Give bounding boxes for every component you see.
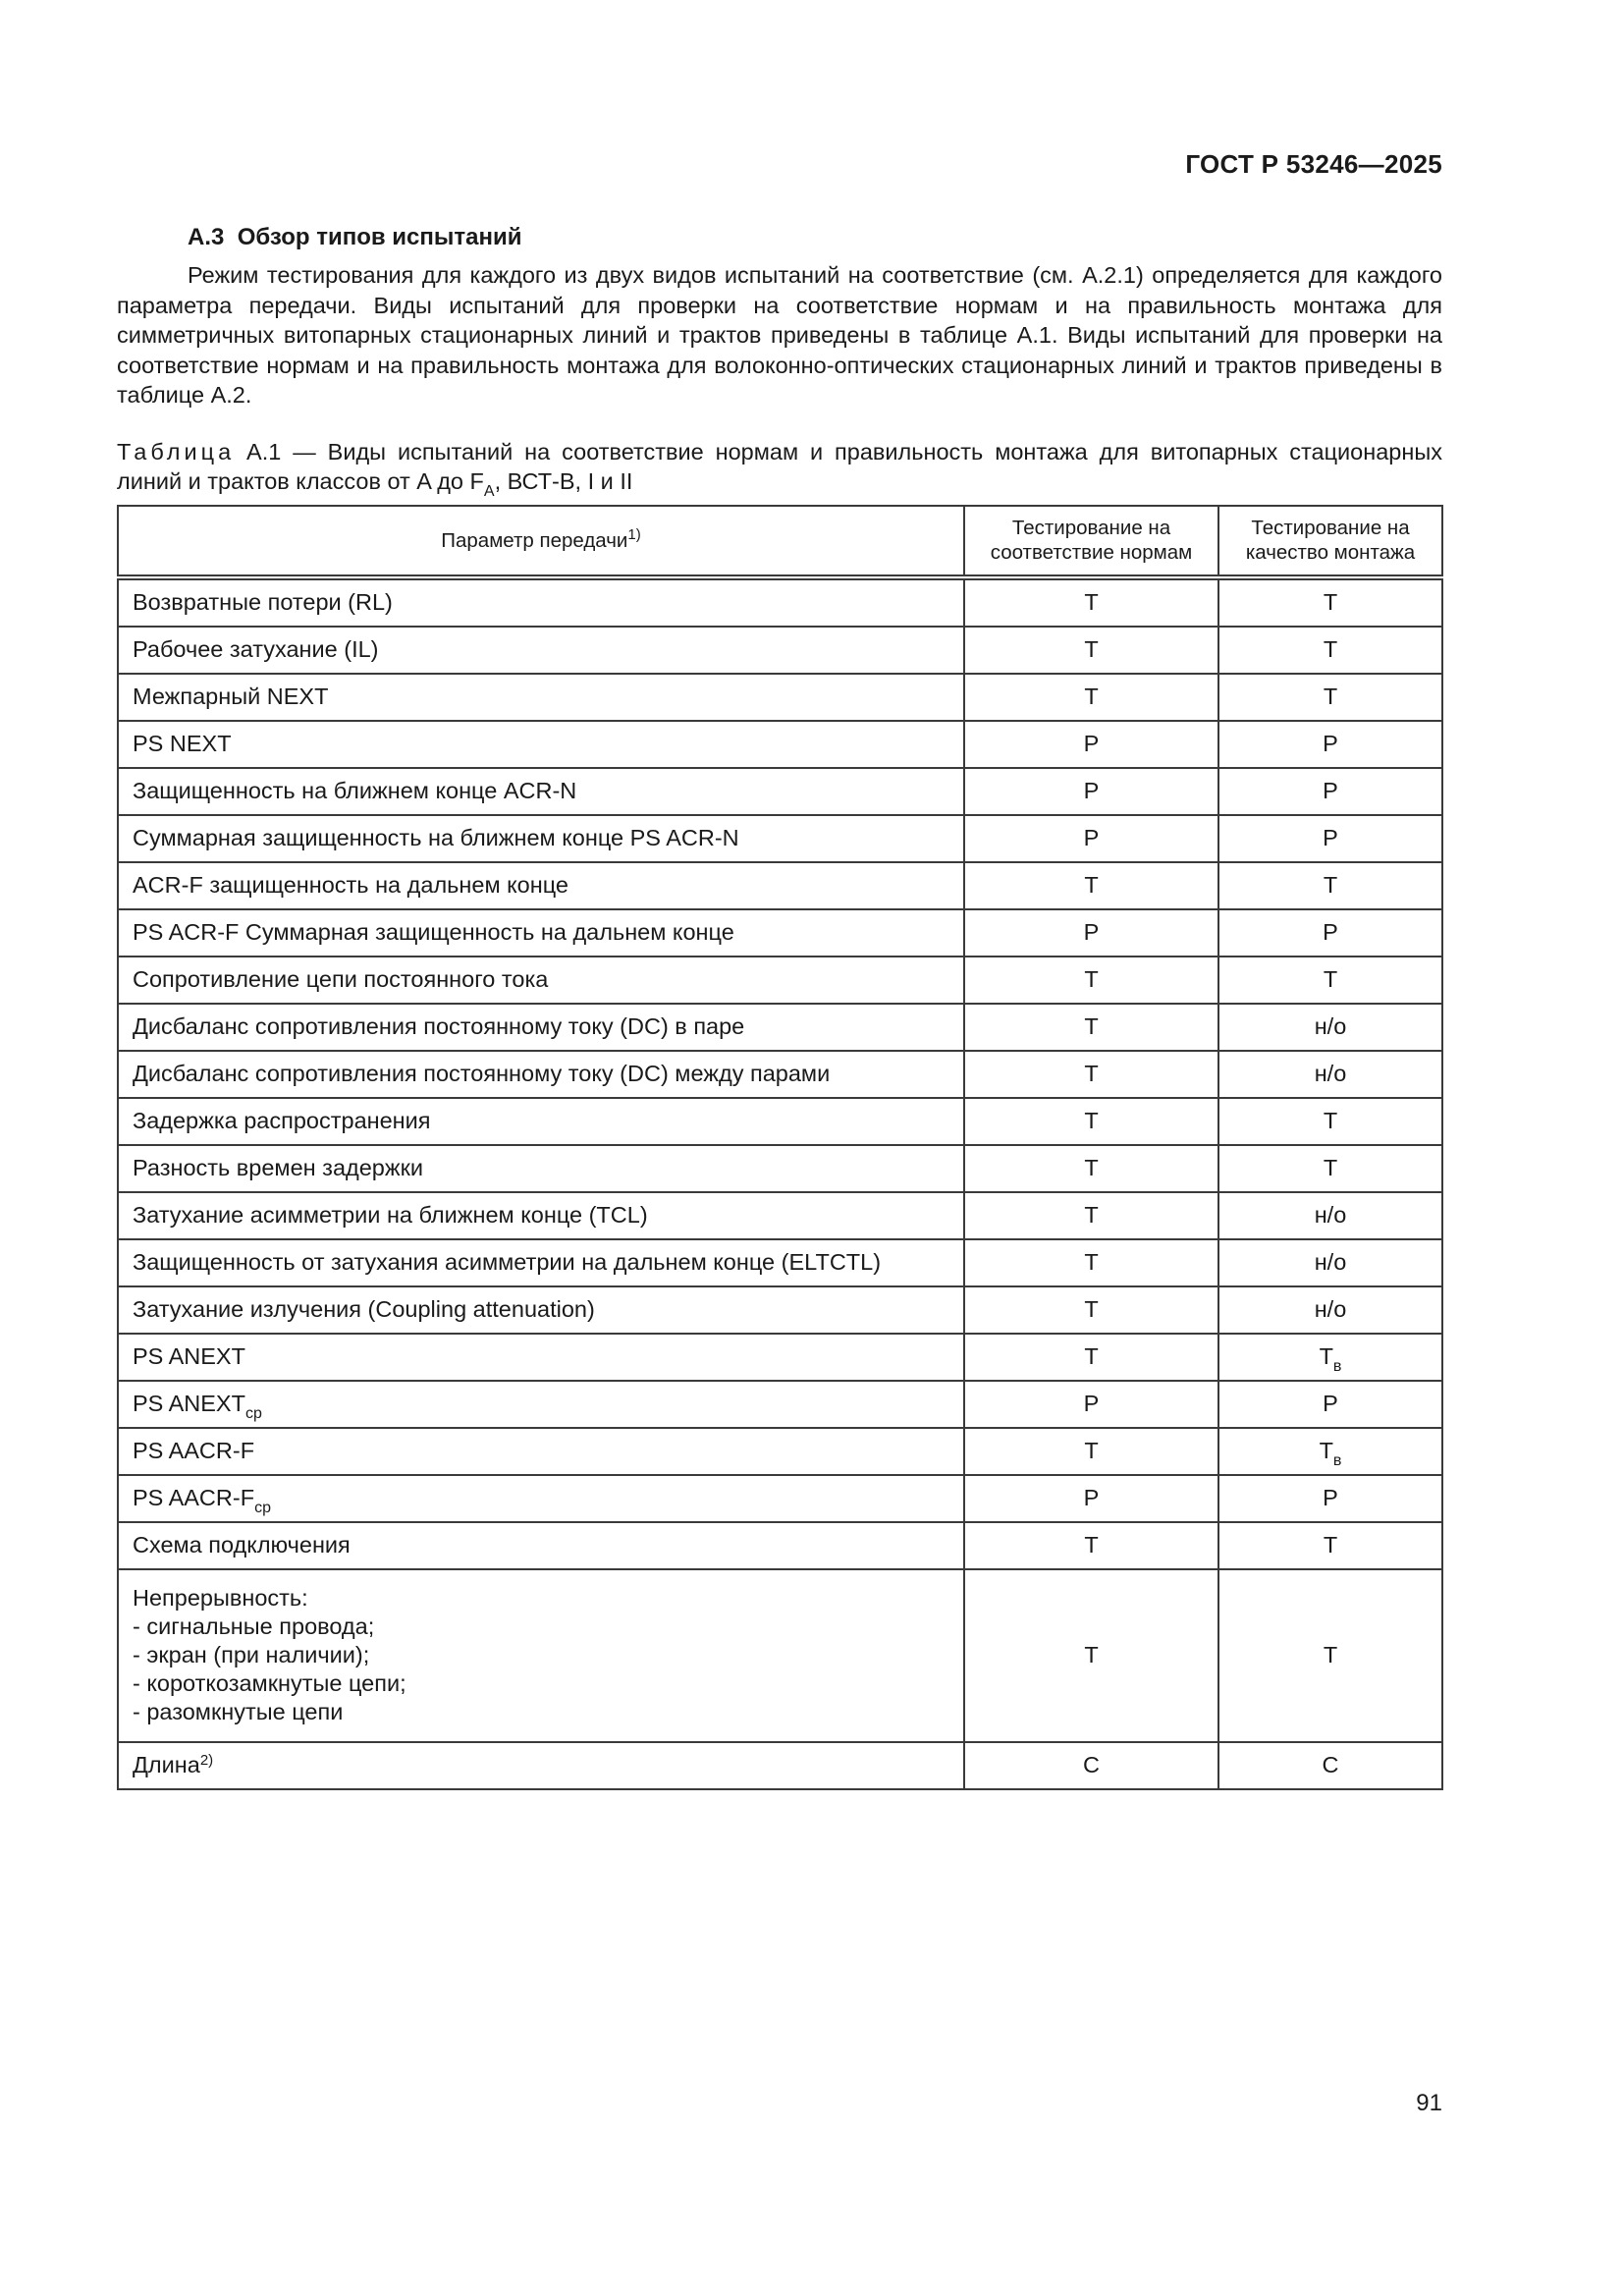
compliance-value: Р — [1083, 778, 1100, 803]
param-cell — [118, 1475, 964, 1522]
compliance-value: Т — [1084, 872, 1099, 898]
compliance-cell — [964, 1239, 1218, 1286]
quality-value: Т — [1323, 589, 1338, 615]
quality-subscript: в — [1332, 1452, 1342, 1469]
compliance-cell — [964, 815, 1218, 862]
compliance-value: Т — [1084, 966, 1099, 992]
quality-value: Т — [1323, 636, 1338, 662]
param-line: Непрерывность: — [133, 1585, 308, 1611]
test-types-table — [117, 505, 1443, 1790]
quality-cell — [1218, 909, 1442, 957]
compliance-value: Т — [1084, 636, 1099, 662]
table-caption — [117, 437, 1442, 500]
compliance-value: Т — [1084, 1202, 1099, 1228]
quality-cell — [1218, 1286, 1442, 1334]
param-label: PS ACR-F Суммарная защищенность на дальнем конце — [133, 919, 734, 945]
compliance-value: Р — [1083, 1485, 1100, 1510]
quality-value: н/о — [1314, 1061, 1347, 1086]
table-row — [118, 909, 1442, 957]
quality-cell — [1218, 1192, 1442, 1239]
param-label: Длина — [133, 1752, 200, 1777]
compliance-value: Т — [1084, 1343, 1099, 1369]
param-line: - разомкнутые цепи — [133, 1699, 344, 1724]
compliance-value: Р — [1083, 919, 1100, 945]
table-row — [118, 1569, 1442, 1742]
table-row — [118, 957, 1442, 1004]
table-row — [118, 1428, 1442, 1475]
compliance-value: Т — [1084, 1438, 1099, 1463]
table-row — [118, 815, 1442, 862]
compliance-cell — [964, 909, 1218, 957]
table-caption-text-end: , ВСТ-В, I и II — [494, 467, 633, 494]
param-label: PS AACR-F — [133, 1438, 255, 1463]
compliance-value: Т — [1084, 1155, 1099, 1180]
quality-cell — [1218, 674, 1442, 721]
quality-cell — [1218, 627, 1442, 674]
compliance-cell — [964, 1051, 1218, 1098]
param-line: - короткозамкнутые цепи; — [133, 1670, 406, 1696]
table-row — [118, 721, 1442, 768]
quality-cell — [1218, 1334, 1442, 1381]
quality-cell — [1218, 957, 1442, 1004]
quality-value: Т — [1323, 683, 1338, 709]
compliance-cell — [964, 1522, 1218, 1569]
param-cell — [118, 721, 964, 768]
compliance-cell — [964, 1192, 1218, 1239]
compliance-cell — [964, 1381, 1218, 1428]
compliance-cell — [964, 957, 1218, 1004]
param-cell — [118, 1569, 964, 1742]
compliance-cell — [964, 1569, 1218, 1742]
table-caption-subscript: A — [483, 482, 495, 500]
param-cell — [118, 1098, 964, 1145]
param-cell — [118, 957, 964, 1004]
compliance-cell — [964, 577, 1218, 627]
param-cell — [118, 909, 964, 957]
quality-value: Т — [1319, 1438, 1333, 1463]
compliance-cell — [964, 627, 1218, 674]
quality-value: Р — [1323, 778, 1338, 803]
header-compliance: Тестирование на соответствие нормам — [964, 506, 1218, 577]
param-subscript: ср — [244, 1405, 262, 1422]
compliance-value: Т — [1084, 1296, 1099, 1322]
param-label: PS AACR-F — [133, 1485, 255, 1510]
standard-designation: ГОСТ Р 53246—2025 — [1185, 149, 1442, 179]
table-row — [118, 1334, 1442, 1381]
quality-cell — [1218, 815, 1442, 862]
table-row — [118, 627, 1442, 674]
quality-cell — [1218, 1742, 1442, 1789]
param-label: Разность времен задержки — [133, 1155, 423, 1180]
quality-cell — [1218, 721, 1442, 768]
compliance-value: Т — [1084, 1249, 1099, 1275]
page-content — [117, 224, 1442, 1790]
quality-value: Т — [1319, 1343, 1333, 1369]
section-heading — [188, 224, 1442, 251]
param-line: - сигнальные провода; — [133, 1613, 375, 1639]
quality-value: Р — [1323, 731, 1338, 756]
compliance-cell — [964, 721, 1218, 768]
table-row — [118, 577, 1442, 627]
quality-value: н/о — [1314, 1296, 1347, 1322]
table-row — [118, 1286, 1442, 1334]
param-cell — [118, 1239, 964, 1286]
quality-value: Р — [1323, 825, 1338, 850]
quality-subscript: в — [1332, 1358, 1342, 1375]
compliance-value: Р — [1083, 825, 1100, 850]
param-footnote: 2) — [199, 1752, 214, 1769]
compliance-value: Т — [1084, 589, 1099, 615]
table-row — [118, 1475, 1442, 1522]
param-label: PS NEXT — [133, 731, 232, 756]
table-row — [118, 1004, 1442, 1051]
table-header-row — [118, 506, 1442, 577]
compliance-cell — [964, 862, 1218, 909]
table-row — [118, 674, 1442, 721]
table-row — [118, 768, 1442, 815]
param-cell — [118, 1286, 964, 1334]
compliance-cell — [964, 1286, 1218, 1334]
param-label: Межпарный NEXT — [133, 683, 329, 709]
page-number: 91 — [1416, 2090, 1442, 2116]
quality-cell — [1218, 1475, 1442, 1522]
param-label: Сопротивление цепи постоянного тока — [133, 966, 549, 992]
table-row — [118, 1098, 1442, 1145]
param-label: ACR-F защищенность на дальнем конце — [133, 872, 568, 898]
param-cell — [118, 1334, 964, 1381]
param-cell — [118, 1381, 964, 1428]
table-caption-label: Таблица — [117, 438, 236, 465]
quality-value: н/о — [1314, 1202, 1347, 1228]
compliance-cell — [964, 674, 1218, 721]
param-cell — [118, 1742, 964, 1789]
quality-cell — [1218, 1004, 1442, 1051]
param-label: Рабочее затухание (IL) — [133, 636, 379, 662]
compliance-value: Т — [1084, 1013, 1099, 1039]
quality-value: Т — [1323, 1532, 1338, 1558]
section-paragraph: Режим тестирования для каждого из двух видов испытаний на соответствие (см. А.2.1) определяется для каждого параметра передачи. Виды испытаний для проверки на соответствие нормам и на правильность монтажа для симметричных витопарных стационарных линий и трактов приведены в таблице А.1. Виды испытаний для проверки на соответствие нормам и на правильность монтажа для волоконно-оптических стационарных линий и трактов приведены в таблице А.2. — [117, 262, 1442, 408]
compliance-value: Т — [1084, 1532, 1099, 1558]
table-row — [118, 1145, 1442, 1192]
quality-cell — [1218, 1239, 1442, 1286]
quality-value: С — [1322, 1752, 1339, 1777]
table-row — [118, 1742, 1442, 1789]
param-line: - экран (при наличии); — [133, 1642, 370, 1667]
param-cell — [118, 1192, 964, 1239]
quality-cell — [1218, 1051, 1442, 1098]
table-row — [118, 1051, 1442, 1098]
param-label: Задержка распространения — [133, 1108, 431, 1133]
quality-cell — [1218, 1569, 1442, 1742]
section-title: Обзор типов испытаний — [237, 224, 522, 250]
quality-value: Т — [1323, 1155, 1338, 1180]
quality-cell — [1218, 862, 1442, 909]
quality-cell — [1218, 1145, 1442, 1192]
quality-cell — [1218, 768, 1442, 815]
quality-value: Р — [1323, 919, 1338, 945]
param-cell — [118, 577, 964, 627]
quality-value: Т — [1323, 966, 1338, 992]
quality-value: н/о — [1314, 1249, 1347, 1275]
param-cell — [118, 1004, 964, 1051]
section-number: А.3 — [188, 224, 225, 250]
param-label: PS ANEXT — [133, 1391, 245, 1416]
param-cell — [118, 1428, 964, 1475]
quality-cell — [1218, 1381, 1442, 1428]
header-param-label: Параметр передачи — [441, 528, 628, 552]
table-row — [118, 1381, 1442, 1428]
compliance-cell — [964, 1145, 1218, 1192]
compliance-value: С — [1083, 1752, 1100, 1777]
compliance-value: Т — [1084, 1642, 1099, 1667]
param-label: Дисбаланс сопротивления постоянному току (DC) между парами — [133, 1061, 831, 1086]
param-cell — [118, 1145, 964, 1192]
quality-value: Т — [1323, 1108, 1338, 1133]
param-label: Защищенность на ближнем конце ACR-N — [133, 778, 577, 803]
compliance-value: Т — [1084, 1108, 1099, 1133]
header-quality: Тестирование на качество монтажа — [1218, 506, 1442, 577]
table-body — [118, 577, 1442, 1789]
compliance-cell — [964, 768, 1218, 815]
param-subscript: ср — [254, 1500, 271, 1516]
param-label: Дисбаланс сопротивления постоянному току (DC) в паре — [133, 1013, 745, 1039]
param-cell — [118, 1522, 964, 1569]
compliance-cell — [964, 1334, 1218, 1381]
header-param-footnote: 1) — [627, 525, 641, 543]
param-cell — [118, 815, 964, 862]
quality-value: Т — [1323, 1642, 1338, 1667]
compliance-cell — [964, 1475, 1218, 1522]
compliance-value: Т — [1084, 1061, 1099, 1086]
compliance-value: Р — [1083, 1391, 1100, 1416]
table-row — [118, 862, 1442, 909]
param-label: Защищенность от затухания асимметрии на дальнем конце (ELTCTL) — [133, 1249, 882, 1275]
param-label: Затухание асимметрии на ближнем конце (TCL) — [133, 1202, 648, 1228]
quality-value: Р — [1323, 1485, 1338, 1510]
quality-cell — [1218, 1098, 1442, 1145]
param-label: Затухание излучения (Coupling attenuation) — [133, 1296, 595, 1322]
param-label: PS ANEXT — [133, 1343, 245, 1369]
param-cell — [118, 768, 964, 815]
param-label: Суммарная защищенность на ближнем конце PS ACR-N — [133, 825, 739, 850]
quality-cell — [1218, 1522, 1442, 1569]
param-cell — [118, 674, 964, 721]
param-cell — [118, 1051, 964, 1098]
compliance-cell — [964, 1004, 1218, 1051]
compliance-cell — [964, 1098, 1218, 1145]
quality-value: Р — [1323, 1391, 1338, 1416]
quality-value: Т — [1323, 872, 1338, 898]
quality-cell — [1218, 577, 1442, 627]
quality-value: н/о — [1314, 1013, 1347, 1039]
compliance-value: Т — [1084, 683, 1099, 709]
compliance-cell — [964, 1742, 1218, 1789]
compliance-cell — [964, 1428, 1218, 1475]
param-cell — [118, 862, 964, 909]
header-param — [118, 506, 964, 577]
compliance-value: Р — [1083, 731, 1100, 756]
table-caption-text: А.1 — Виды испытаний на соответствие нормам и правильность монтажа для витопарных стационарных линий и трактов классов от A до F — [117, 438, 1442, 494]
param-label: Возвратные потери (RL) — [133, 589, 393, 615]
quality-cell — [1218, 1428, 1442, 1475]
param-cell — [118, 627, 964, 674]
param-label: Схема подключения — [133, 1532, 351, 1558]
table-row — [118, 1192, 1442, 1239]
table-row — [118, 1522, 1442, 1569]
table-row — [118, 1239, 1442, 1286]
